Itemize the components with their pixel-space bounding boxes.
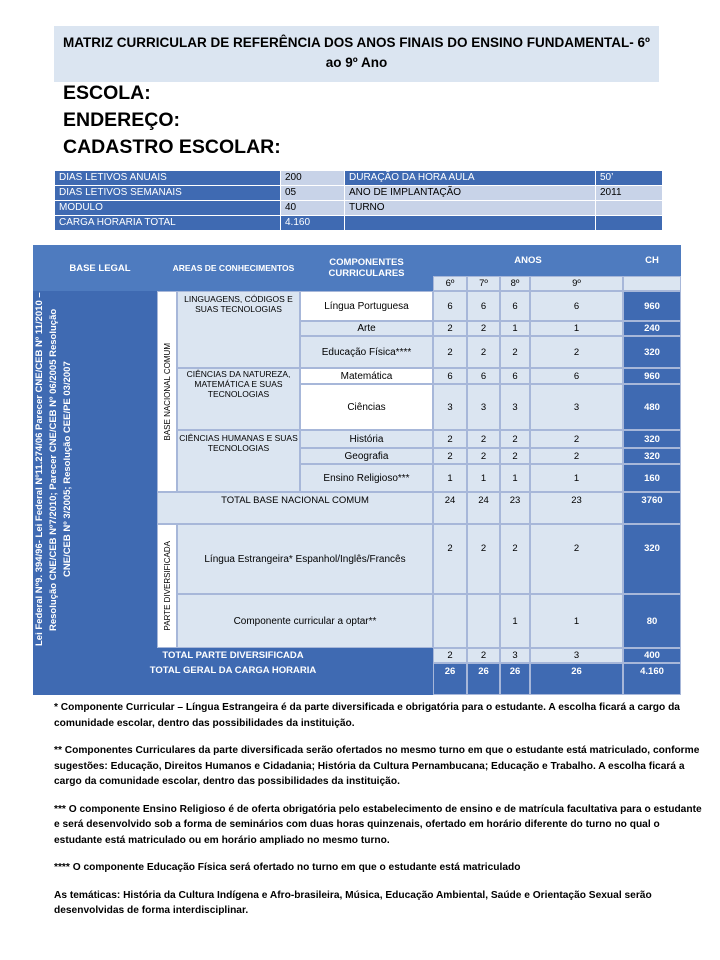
component-y8: 2 [500, 448, 530, 464]
component-y7: 1 [467, 464, 500, 492]
component-ch: 960 [623, 291, 681, 321]
component-y9: 2 [530, 336, 623, 368]
ch-blank [623, 276, 681, 291]
info-value: 2011 [596, 186, 663, 201]
component-y9: 2 [530, 448, 623, 464]
info-value: 40 [281, 201, 345, 216]
info-label: DIAS LETIVOS SEMANAIS [55, 186, 281, 201]
component-y6: 2 [433, 321, 467, 336]
total-div-label: TOTAL PARTE DIVERSIFICADA [33, 648, 433, 663]
component-ch: 240 [623, 321, 681, 336]
div-row-y6 [433, 594, 467, 648]
year-9: 9º [530, 276, 623, 291]
component-y6: 3 [433, 384, 467, 430]
header-anos: ANOS [433, 245, 623, 276]
component-y9: 3 [530, 384, 623, 430]
component-ch: 320 [623, 430, 681, 448]
info-label: MODULO [55, 201, 281, 216]
footnote: As temáticas: História da Cultura Indígena e Afro-brasileira, Música, Educação Ambiental, Saúde e Orientação Sexual serão desenvolvidas de forma interdisciplinar. [54, 889, 652, 916]
info-value [596, 201, 663, 216]
component-name: Ensino Religioso*** [300, 464, 433, 492]
div-row-y7 [467, 594, 500, 648]
div-row-y8: 1 [500, 594, 530, 648]
info-value: 05 [281, 186, 345, 201]
component-y8: 1 [500, 464, 530, 492]
div-row-ch: 320 [623, 524, 681, 594]
component-y6: 2 [433, 336, 467, 368]
info-label: DIAS LETIVOS ANUAIS [55, 171, 281, 186]
parte-diversificada-label: PARTE DIVERSIFICADA [162, 541, 172, 631]
info-label: TURNO [345, 201, 596, 216]
area-natureza: CIÊNCIAS DA NATUREZA, MATEMÁTICA E SUAS TECNOLOGIAS [177, 368, 300, 430]
component-y7: 2 [467, 448, 500, 464]
total-base-y6: 24 [433, 492, 467, 524]
total-base-y9: 23 [530, 492, 623, 524]
area-humanas: CIÊNCIAS HUMANAS E SUAS TECNOLOGIAS [177, 430, 300, 492]
header-ch: CH [623, 245, 681, 276]
total-geral-y6: 26 [433, 663, 467, 695]
diversificada-row-name: Componente curricular a optar** [177, 594, 433, 648]
component-y9: 1 [530, 464, 623, 492]
component-y9: 2 [530, 430, 623, 448]
component-y7: 3 [467, 384, 500, 430]
component-ch: 960 [623, 368, 681, 384]
component-ch: 480 [623, 384, 681, 430]
component-y7: 2 [467, 336, 500, 368]
diversificada-row-name: Língua Estrangeira* Espanhol/Inglês/Francês [177, 524, 433, 594]
div-row-y7: 2 [467, 524, 500, 594]
info-label: ANO DE IMPLANTAÇÃO [345, 186, 596, 201]
endereco-label: ENDEREÇO: [63, 109, 181, 131]
year-8: 8º [500, 276, 530, 291]
total-geral-y9: 26 [530, 663, 623, 695]
component-ch: 320 [623, 336, 681, 368]
div-row-ch: 80 [623, 594, 681, 648]
base-nacional-label: BASE NACIONAL COMUM [162, 342, 172, 441]
component-name: Geografia [300, 448, 433, 464]
info-table [54, 170, 663, 231]
component-y6: 2 [433, 448, 467, 464]
total-geral-label: TOTAL GERAL DA CARGA HORARIA [33, 663, 433, 695]
component-y9: 6 [530, 368, 623, 384]
info-blank [596, 216, 663, 231]
footnote: * Componente Curricular – Língua Estrangeira é da parte diversificada e obrigatória para o estudante. A escolha ficará a cargo da comunidade escolar, dentro das possibilidades da instituição. [54, 702, 680, 729]
component-y6: 6 [433, 291, 467, 321]
component-y6: 1 [433, 464, 467, 492]
info-value: 200 [281, 171, 345, 186]
total-div-y9: 3 [530, 648, 623, 663]
component-name: Matemática [300, 368, 433, 384]
div-row-y9: 2 [530, 524, 623, 594]
cadastro-label: CADASTRO ESCOLAR: [63, 136, 281, 158]
total-geral-y8: 26 [500, 663, 530, 695]
component-y6: 6 [433, 368, 467, 384]
component-y7: 6 [467, 368, 500, 384]
component-y9: 1 [530, 321, 623, 336]
school-header [63, 80, 281, 161]
total-div-y6: 2 [433, 648, 467, 663]
component-y8: 6 [500, 368, 530, 384]
total-base-ch: 3760 [623, 492, 681, 524]
header-componentes: COMPONENTES CURRICULARES [300, 245, 433, 291]
component-y7: 2 [467, 321, 500, 336]
info-value: 4.160 [281, 216, 345, 231]
info-blank [345, 216, 596, 231]
div-row-y8: 2 [500, 524, 530, 594]
escola-label: ESCOLA: [63, 82, 151, 104]
component-y6: 2 [433, 430, 467, 448]
total-base-y8: 23 [500, 492, 530, 524]
header-base-legal: BASE LEGAL [33, 245, 167, 291]
header-areas: AREAS DE CONHECIMENTOS [167, 245, 300, 291]
div-row-y9: 1 [530, 594, 623, 648]
area-linguagens: LINGUAGENS, CÓDIGOS E SUAS TECNOLOGIAS [177, 291, 300, 368]
page-title: MATRIZ CURRICULAR DE REFERÊNCIA DOS ANOS FINAIS DO ENSINO FUNDAMENTAL- 6º ao 9º Ano [54, 26, 659, 82]
component-y8: 2 [500, 430, 530, 448]
component-name: História [300, 430, 433, 448]
footnote: *** O componente Ensino Religioso é de oferta obrigatória pelo estabelecimento de ensino e de matrícula facultativa para o estudante e será desenvolvido sob a forma de seminários com duas horas quinzenais, ofertado em horário diferente do turno no qual o estudante está matriculado ou em horário ampliado no mesmo turno. [54, 803, 702, 846]
component-y7: 6 [467, 291, 500, 321]
component-name: Educação Física**** [300, 336, 433, 368]
div-row-y6: 2 [433, 524, 467, 594]
info-label: DURAÇÃO DA HORA AULA [345, 171, 596, 186]
component-ch: 320 [623, 448, 681, 464]
component-y8: 2 [500, 336, 530, 368]
footnote: ** Componentes Curriculares da parte diversificada serão ofertados no mesmo turno em que o estudante está matriculado, conforme sugestões: Educação, Direitos Humanos e Cidadania; História da Cultura Pernambucana; Educação e Trabalho. A escolha ficará a cargo da comunidade escolar, dentro das possibilidades da instituição. [54, 745, 700, 787]
component-name: Ciências [300, 384, 433, 430]
year-6: 6º [433, 276, 467, 291]
total-geral-y7: 26 [467, 663, 500, 695]
info-value: 50’ [596, 171, 663, 186]
parte-diversificada-cell [157, 524, 177, 648]
component-name: Arte [300, 321, 433, 336]
footnote: **** O componente Educação Física será ofertado no turno em que o estudante está matriculado [54, 862, 521, 873]
total-base-y7: 24 [467, 492, 500, 524]
base-legal-text: Lei Federal Nº9. 394/96- Lei Federal Nº11.274/06 Parecer CNE/CEB Nº 11/2010 –Resolução CNE/CEB Nº7/2010; Parecer CNE/CEB Nº 06/2005 Resolução CNE/CEB Nº 3/2005; Resolução CEE/PE 03/2007 [34, 292, 73, 647]
footnotes [54, 700, 704, 931]
component-y8: 6 [500, 291, 530, 321]
base-legal-cell [33, 291, 157, 648]
year-7: 7º [467, 276, 500, 291]
base-nacional-cell [157, 291, 177, 492]
total-geral-ch: 4.160 [623, 663, 681, 695]
component-y8: 3 [500, 384, 530, 430]
component-ch: 160 [623, 464, 681, 492]
component-name: Língua Portuguesa [300, 291, 433, 321]
total-base-label: TOTAL BASE NACIONAL COMUM [157, 492, 433, 524]
component-y9: 6 [530, 291, 623, 321]
info-label: CARGA HORARIA TOTAL [55, 216, 281, 231]
total-div-y8: 3 [500, 648, 530, 663]
component-y7: 2 [467, 430, 500, 448]
component-y8: 1 [500, 321, 530, 336]
total-div-ch: 400 [623, 648, 681, 663]
total-div-y7: 2 [467, 648, 500, 663]
